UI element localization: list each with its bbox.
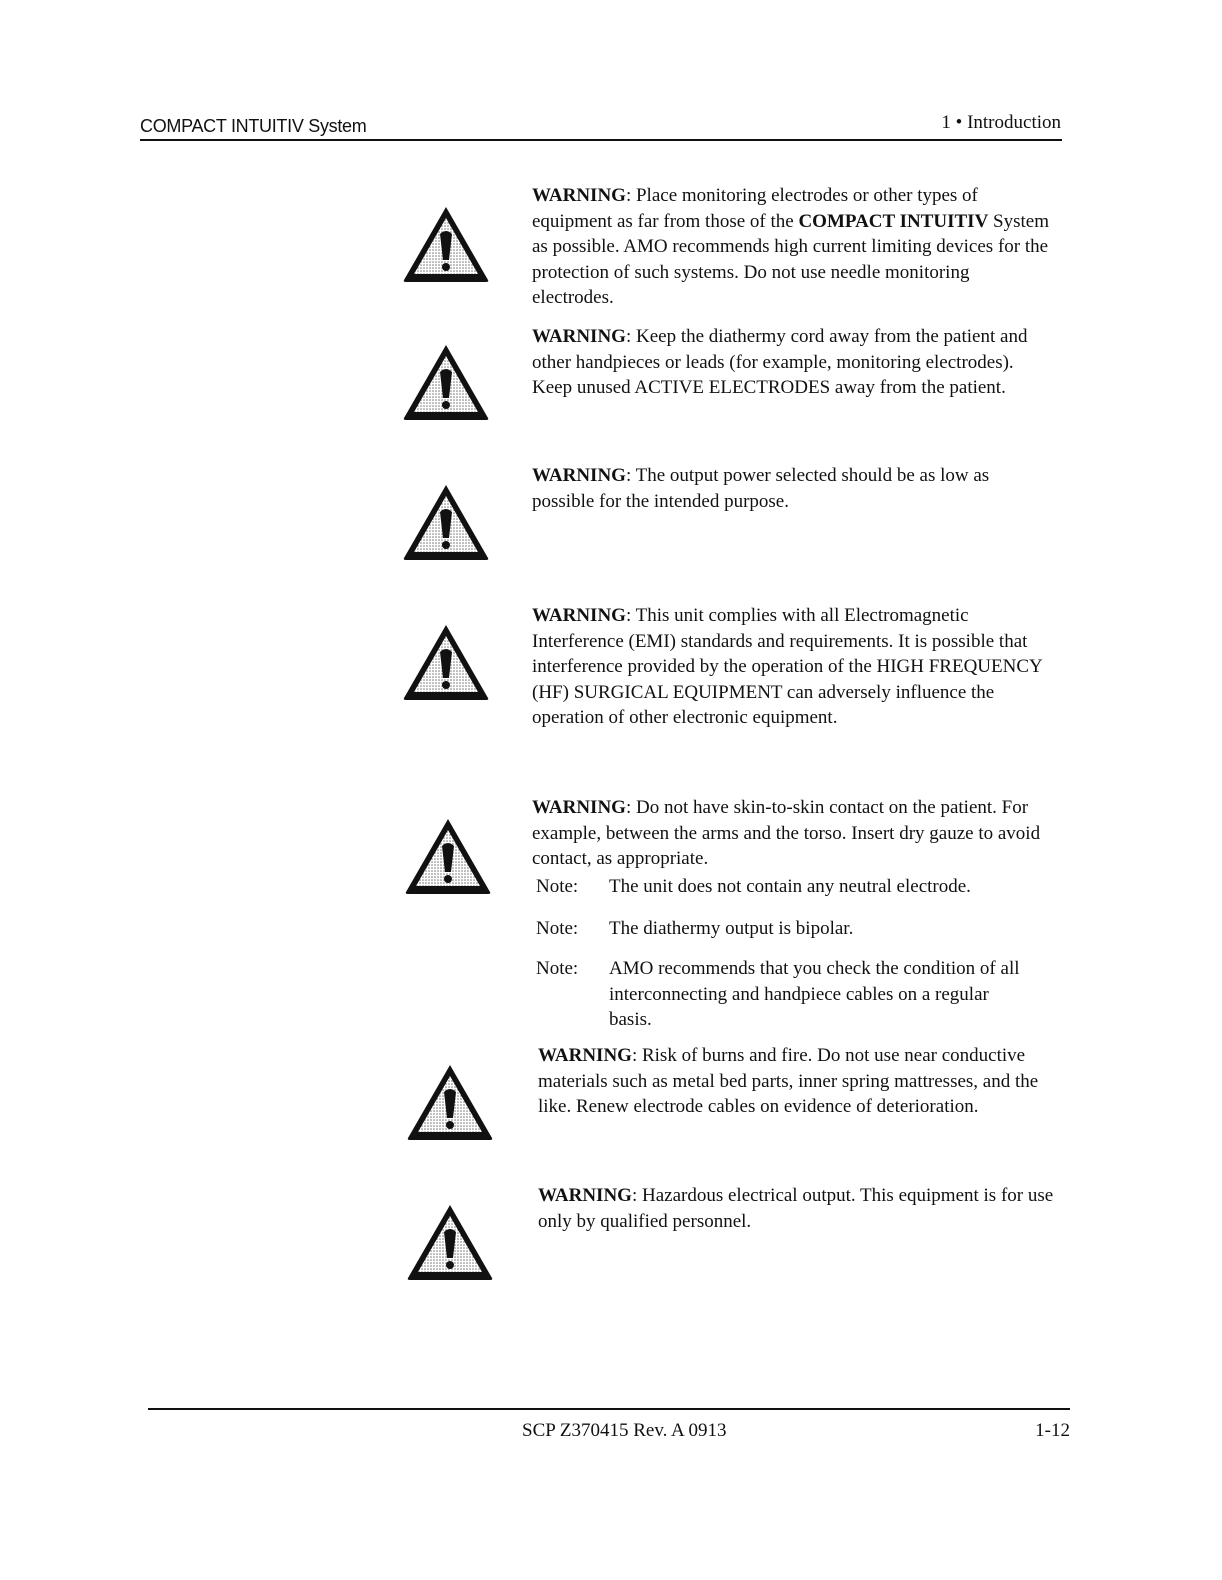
warning-text: Risk of burns and fire. Do not use near conductive materials such as metal bed parts, inner spring mattresses, and the like. Renew electrode cables on evidence of deterioration.	[538, 1045, 1039, 1117]
note-text: The unit does not contain any neutral electrode.	[609, 876, 971, 897]
warning-paragraph: WARNING: The output power selected should be as low as possible for the intended purpose.	[532, 465, 990, 512]
note	[536, 916, 1056, 942]
warning-text: Do not have skin-to-skin contact on the patient. For example, between the arms and the torso. Insert dry gauze to avoid contact, as appropriate.	[532, 797, 1041, 869]
warning-paragraph: WARNING: Risk of burns and fire. Do not use near conductive materials such as metal bed parts, inner spring mattresses, and the like. Renew electrode cables on evidence of deterioration.	[538, 1045, 1039, 1117]
warning-label: WARNING	[532, 326, 626, 347]
warning-label: WARNING	[538, 1045, 632, 1066]
warning-triangle-icon	[402, 622, 490, 702]
warning-triangle-icon	[406, 1202, 494, 1282]
warning-triangle-icon	[402, 204, 490, 284]
warning-text: This unit complies with all Electromagnetic Interference (EMI) standards and requirements. It is possible that interference provided by the operation of the HIGH FREQUENCY (HF) SURGICAL EQUIPMENT can adversely influence the operation of other electronic equipment.	[532, 605, 1043, 728]
warning-paragraph: WARNING: Keep the diathermy cord away from the patient and other handpieces or leads (for example, monitoring electrodes). Keep unused ACTIVE ELECTRODES away from the patient.	[532, 326, 1028, 398]
warning-triangle-icon	[402, 342, 490, 422]
header-title: COMPACT INTUITIV System	[140, 116, 367, 136]
note	[536, 874, 1056, 900]
warning-label: WARNING	[532, 797, 626, 818]
product-name: COMPACT INTUITIV	[798, 210, 989, 232]
document-id: SCP Z370415 Rev. A 0913	[522, 1420, 727, 1441]
warning-paragraph: WARNING: Place monitoring electrodes or other types of equipment as far from those of the COMPACT INTUITIV System as possible. AMO recommends high current limiting devices for the protection of such systems. Do not use needle monitoring electrodes.	[532, 185, 1049, 308]
warning-paragraph: WARNING: Hazardous electrical output. This equipment is for use only by qualified personnel.	[538, 1185, 1054, 1232]
warning-triangle-icon	[402, 482, 490, 562]
note-label: Note:	[536, 918, 579, 939]
warning-text: Place monitoring electrodes or other types of equipment as far from those of the	[532, 185, 978, 232]
note-label: Note:	[536, 958, 579, 979]
warning-label: WARNING	[532, 605, 626, 626]
warning-triangle-icon	[404, 816, 492, 896]
header-divider	[140, 139, 1062, 141]
page-number: 1-12	[1035, 1420, 1070, 1441]
warning-triangle-icon	[406, 1062, 494, 1142]
warning-paragraph: WARNING: Do not have skin-to-skin contact on the patient. For example, between the arms and the torso. Insert dry gauze to avoid contact, as appropriate.	[532, 797, 1041, 869]
note-text: The diathermy output is bipolar.	[609, 918, 854, 939]
warning-text: Hazardous electrical output. This equipment is for use only by qualified personnel.	[538, 1185, 1054, 1232]
warning-label: WARNING	[538, 1185, 632, 1206]
warning-text: Keep the diathermy cord away from the patient and other handpieces or leads (for example, monitoring electrodes). Keep unused ACTIVE ELECTRODES away from the patient.	[532, 326, 1028, 398]
note-text: AMO recommends that you check the condition of all interconnecting and handpiece cables on a regular basis.	[609, 958, 1020, 1030]
warning-label: WARNING	[532, 185, 626, 206]
warning-text: System as possible. AMO recommends high current limiting devices for the protection of such systems. Do not use needle monitoring electrodes.	[532, 210, 1049, 308]
warning-label: WARNING	[532, 465, 626, 486]
warning-paragraph: WARNING: This unit complies with all Electromagnetic Interference (EMI) standards and requirements. It is possible that interference provided by the operation of the HIGH FREQUENCY (HF) SURGICAL EQUIPMENT can adversely influence the operation of other electronic equipment.	[532, 605, 1043, 728]
warning-text: The output power selected should be as low as possible for the intended purpose.	[532, 465, 990, 512]
note-label: Note:	[536, 876, 579, 897]
note	[536, 956, 1036, 1033]
header-section: 1 • Introduction	[941, 112, 1061, 133]
footer-divider	[148, 1408, 1070, 1410]
